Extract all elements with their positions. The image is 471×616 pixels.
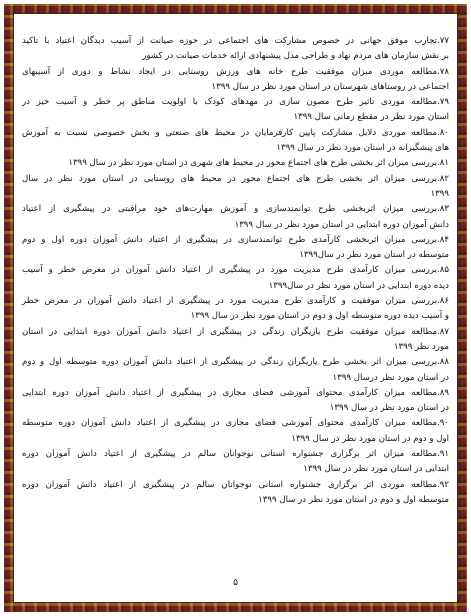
list-item-line: ۷۸.مطالعه موردی میزان موفقیت طرح خانه های ورزش روستایی در ایجاد نشاط و دوری از آسیبهای <box>22 66 449 77</box>
list-item-line: ابتدایی در استان مورد نظر در سال ۱۳۹۹ <box>303 464 449 475</box>
list-item-line: استان مورد نظر در مقطع زمانی سال ۱۳۹۹ <box>293 112 449 123</box>
list-item-line: در استان مورد نظر در سال ۱۳۹۹ <box>329 403 449 414</box>
list-item-line: ۹۱.مطالعه میزان اثر برگزاری جشنواره استانی نوجوانان سالم در پیشگیری از اعتیاد دانش آموزان دوره <box>22 449 449 460</box>
list-item <box>22 172 449 203</box>
list-item <box>22 202 449 233</box>
list-item-line: در استان مورد نظر درسال ۱۳۹۹ <box>332 372 449 383</box>
list-item-line: ۸۷.مطالعه میزان موفقیت طرح یاریگران زندگی در پیشگیری از اعتیاد دانش آموزان دوره ابتدایی در استان <box>22 326 449 337</box>
list-item-line: مورد نظر ۱۳۹۹ <box>393 341 449 352</box>
list-item-line: دیده دوره ابتدایی در استان مورد نظر در سال۱۳۹۹ <box>268 280 449 291</box>
list-item-line: ۸۸.بررسی میزان اثر بخشی طرح یاریگران زندگی در پیشگیری از اعتیاد دانش آموزان دوره متوسطه اول و دوم <box>22 357 449 368</box>
list-item-line: متوسطه اول و دوم در استان مورد نظر در سال ۱۳۹۹ <box>258 494 449 505</box>
list-item <box>22 34 449 65</box>
list-item <box>22 95 449 126</box>
list-item-line: ۸۵.بررسی میزان کارآمدی طرح مدیریت مورد در پیشگیری از اعتیاد دانش آموزان در معرض خطر و آسیب <box>22 265 449 276</box>
list-item <box>22 126 449 157</box>
list-item-line: متوسطه در استان مورد نظر در سال۱۳۹۹ <box>299 250 449 261</box>
list-item <box>22 294 449 325</box>
list-item-line: اول و دوم در استان مورد نظر در سال ۱۳۹۹ <box>291 433 449 444</box>
list-item <box>22 447 449 478</box>
list-item <box>22 416 449 447</box>
list-item-line: ۸۲.بررسی میزان اثر بخشی طرح های اجتماع محور در محیط های روستایی در استان مورد نظر در سال <box>22 173 449 184</box>
list-item-line: ۸۱.بررسی میزان اثر بخشی طرح های اجتماع محور در محیط های شهری در استان مورد نظر در سال ۱۳۹۹ <box>68 158 449 169</box>
page-number: ۵ <box>233 578 238 588</box>
list-item-line: اجتماعی در روستاهای شهرستان در استان مورد نظر در سال ۱۳۹۹ <box>211 81 449 92</box>
list-item <box>22 65 449 96</box>
list-item <box>22 478 449 509</box>
list-item-line: ۹۲.مطالعه موردی اثر برگزاری جشنواره استانی نوجوانان سالم در پیشگیری از اعتیاد دانش آموزان دوره <box>22 479 449 490</box>
list-item-line: ۱۳۹۹ <box>430 188 449 199</box>
list-item-line: دانش آموزان دوره ابتدایی در استان مورد نظر در سال ۱۳۹۹ <box>234 219 449 230</box>
list-item <box>22 233 449 264</box>
list-item-line: ۹۰.مطالعه میزان کارآمدی محتوای آموزشی فضای مجازی در پیشگیری از اعتیاد دانش آموزان دوره متوسطه <box>22 418 449 429</box>
list-item <box>22 355 449 386</box>
document-body <box>22 34 449 574</box>
list-item-line: ۷۹.مطالعه موردی تاثیر طرح مصون سازی در مهدهای کودک با اولویت مناطق پر خطر و آسیب خیز در <box>22 97 449 108</box>
list-item <box>22 325 449 356</box>
list-item-line: ۸۶.بررسی میزان موفقیت و کارآمدی طرح مدیریت مورد در پیشگیری از اعتیاد دانش آموزان در معرض خطر <box>22 296 449 307</box>
list-item <box>22 156 449 171</box>
list-item-line: ۸۳.بررسی میزان اثربخشی طرح توانمندسازی و آموزش مهارت‌های خود مراقبتی در پیشگیری از اعتیاد <box>22 204 449 215</box>
list-item-line: ۷۷.تجارب موفق جهانی در خصوص مشارکت های اجتماعی در حوزه صیانت از آسیب دیدگان اعتیاد با تاکید <box>22 36 449 46</box>
list-item-line: ۸۹.مطالعه میزان کارآمدی محتوای آموزشی فضای مجازی در پیشگیری از اعتیاد دانش آموزان دوره ابتدایی <box>22 387 449 398</box>
list-item-line: بر نقش سازمان های مردم نهاد و طراحی مدل پیشنهادی ارائه خدمات صیانت در کشور <box>142 51 449 62</box>
list-item-line: و آسیب دیده دوره متوسطه اول و دوم در استان مورد نظر در سال ۱۳۹۹ <box>190 311 449 322</box>
list-item <box>22 386 449 417</box>
list-item <box>22 263 449 294</box>
list-item-line: ۸۴.بررسی میزان اثربخشی کارآمدی طرح توانمندسازی در پیشگیری از اعتیاد دانش آموزان دوره اول و دوم <box>22 234 449 245</box>
list-item-line: های پیشگیرانه در استان مورد نظر در سال ۱۳۹۹ <box>276 143 449 154</box>
list-item-line: ۸۰.مطالعه موردی دلایل مشارکت پایین کارفرمایان در محیط های صنعتی و بخش خصوصی نسبت به آموزش <box>22 127 449 138</box>
